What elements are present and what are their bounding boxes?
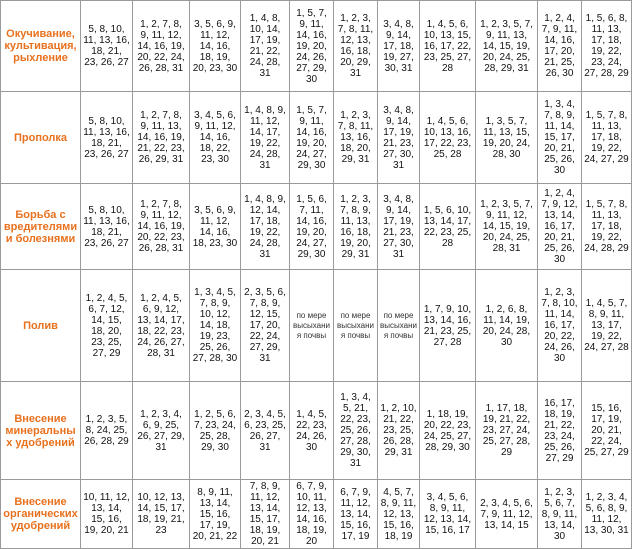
date-cell: 7, 8, 9, 11, 12, 13, 14, 15, 17, 18, 19, 20, 21 [241, 480, 290, 549]
date-cell: 2, 3, 4, 5, 6, 7, 9, 11, 12, 13, 14, 15 [476, 480, 538, 549]
date-cell: 1, 5, 7, 8, 11, 13, 17, 18, 19, 22, 24, 27, 29 [582, 92, 632, 184]
date-cell: 6, 7, 9, 11, 12, 13, 14, 15, 16, 17, 19 [334, 480, 378, 549]
date-cell: 1, 3, 4, 5, 7, 8, 9, 10, 12, 14, 18, 19, 23, 25, 26, 27, 28, 30 [190, 270, 241, 382]
date-cell: 1, 4, 8, 9, 12, 14, 17, 18, 19, 22, 24, 28, 31 [241, 184, 290, 270]
date-cell: 10, 12, 13, 14, 15, 17, 18, 19, 21, 23 [133, 480, 190, 549]
date-cell: 1, 3, 4, 5, 21, 22, 23, 25, 26, 27, 28, 29, 30, 31 [334, 382, 378, 480]
date-cell: 1, 4, 8, 10, 14, 17, 19, 21, 22, 24, 28, 31 [241, 1, 290, 92]
table-row [1, 92, 632, 184]
date-cell: 1, 2, 4, 5, 6, 9, 12, 13, 14, 17, 18, 22, 23, 24, 26, 27, 28, 31 [133, 270, 190, 382]
date-cell: 1, 2, 4, 7, 9, 12, 13, 14, 16, 17, 20, 21, 25, 26, 30 [538, 184, 582, 270]
date-cell: 5, 8, 10, 11, 13, 16, 18, 21, 23, 26, 27 [81, 184, 133, 270]
date-cell: 1, 5, 7, 9, 11, 14, 16, 19, 20, 24, 27, 29, 30 [290, 92, 334, 184]
date-cell: по мере высыхания почвы [290, 270, 334, 382]
date-cell: 1, 5, 6, 7, 11, 14, 16, 19, 20, 24, 27, 29, 30 [290, 184, 334, 270]
date-cell: 1, 2, 7, 8, 9, 11, 12, 14, 16, 19, 20, 22, 23, 26, 28, 31 [133, 184, 190, 270]
date-cell: 1, 2, 3, 5, 7, 9, 11, 12, 14, 15, 19, 20, 24, 25, 28, 31 [476, 184, 538, 270]
date-cell: 6, 7, 9, 10, 11, 12, 13, 14, 16, 18, 19, 20 [290, 480, 334, 549]
date-cell: 1, 5, 7, 9, 11, 14, 16, 19, 20, 24, 26, 27, 29, 30 [290, 1, 334, 92]
date-cell: 1, 2, 3, 7, 8, 9, 11, 13, 16, 18, 19, 20, 29, 31 [334, 184, 378, 270]
date-cell: 1, 18, 19, 20, 22, 23, 24, 25, 27, 28, 29, 30 [420, 382, 476, 480]
row-label: Прополка [1, 92, 81, 184]
date-cell: 10, 11, 12, 13, 14, 15, 16, 19, 20, 21 [81, 480, 133, 549]
date-cell: 1, 2, 3, 7, 8, 10, 11, 14, 16, 17, 20, 22, 24, 26, 30 [538, 270, 582, 382]
date-cell: 1, 2, 3, 5, 8, 24, 25, 26, 28, 29 [81, 382, 133, 480]
date-cell: 1, 4, 5, 6, 10, 13, 15, 16, 17, 22, 23, 25, 27, 28 [420, 1, 476, 92]
date-cell: 1, 2, 7, 8, 9, 11, 13, 14, 16, 19, 21, 22, 23, 26, 29, 31 [133, 92, 190, 184]
date-cell: 1, 2, 3, 5, 6, 7, 8, 9, 11, 13, 14, 30 [538, 480, 582, 549]
table-row [1, 480, 632, 549]
date-cell: 3, 4, 8, 9, 14, 17, 19, 21, 23, 27, 30, 31 [378, 92, 420, 184]
date-cell: 1, 2, 4, 5, 6, 7, 12, 14, 15, 18, 20, 23, 25, 27, 29 [81, 270, 133, 382]
date-cell: 5, 8, 10, 11, 13, 16, 18, 21, 23, 26, 27 [81, 92, 133, 184]
date-cell: 1, 2, 7, 8, 9, 11, 12, 14, 16, 19, 20, 22, 24, 26, 28, 31 [133, 1, 190, 92]
date-cell: 8, 9, 11, 13, 14, 15, 16, 17, 19, 20, 21, 22 [190, 480, 241, 549]
date-cell: 1, 4, 5, 7, 8, 9, 11, 13, 17, 19, 22, 24, 27, 28 [582, 270, 632, 382]
date-cell: 1, 2, 10, 21, 22, 23, 25, 26, 28, 29, 31 [378, 382, 420, 480]
date-cell: 1, 2, 6, 8, 11, 14, 19, 20, 24, 28, 30 [476, 270, 538, 382]
date-cell: 1, 5, 6, 10, 13, 14, 17, 22, 23, 25, 28 [420, 184, 476, 270]
table-row [1, 1, 632, 92]
date-cell: 1, 2, 3, 4, 5, 6, 8, 9, 11, 12, 13, 30, 31 [582, 480, 632, 549]
date-cell: 1, 2, 3, 4, 6, 9, 25, 26, 27, 29, 31 [133, 382, 190, 480]
date-cell: 3, 4, 5, 6, 9, 11, 12, 14, 16, 18, 22, 23, 30 [190, 92, 241, 184]
table-row [1, 270, 632, 382]
row-label: Внесение минеральных удобрений [1, 382, 81, 480]
date-cell: 1, 5, 7, 8, 11, 13, 17, 18, 19, 22, 24, 28, 29 [582, 184, 632, 270]
date-cell: 2, 3, 5, 6, 7, 8, 9, 12, 15, 17, 20, 22, 24, 27, 29, 31 [241, 270, 290, 382]
date-cell: 1, 2, 3, 7, 8, 11, 12, 13, 16, 18, 20, 29, 31 [334, 1, 378, 92]
date-cell: 1, 2, 3, 7, 8, 11, 13, 16, 18, 20, 29, 31 [334, 92, 378, 184]
date-cell: 3, 4, 5, 6, 8, 9, 11, 12, 13, 14, 15, 16, 17 [420, 480, 476, 549]
date-cell: 15, 16, 17, 19, 20, 21, 22, 24, 25, 27, 29 [582, 382, 632, 480]
row-label: Полив [1, 270, 81, 382]
date-cell: 1, 17, 18, 19, 21, 22, 23, 27, 24, 25, 27, 28, 29 [476, 382, 538, 480]
date-cell: 1, 2, 3, 5, 7, 9, 11, 13, 14, 15, 19, 20, 24, 25, 28, 29, 31 [476, 1, 538, 92]
date-cell: 1, 2, 5, 6, 7, 23, 24, 25, 28, 29, 30 [190, 382, 241, 480]
row-label: Борьба с вредителями и болезнями [1, 184, 81, 270]
row-label: Окучивание, культивация, рыхление [1, 1, 81, 92]
date-cell: 5, 8, 10, 11, 13, 16, 18, 21, 23, 26, 27 [81, 1, 133, 92]
date-cell: 16, 17, 18, 19, 21, 22, 23, 24, 25, 26, 27, 29 [538, 382, 582, 480]
date-cell: 3, 5, 6, 9, 11, 12, 14, 16, 18, 23, 30 [190, 184, 241, 270]
date-cell: 2, 3, 4, 5, 6, 23, 25, 26, 27, 31 [241, 382, 290, 480]
date-cell: 1, 4, 5, 22, 23, 24, 26, 30 [290, 382, 334, 480]
date-cell: 1, 2, 4, 7, 9, 11, 14, 16, 17, 20, 21, 25, 26, 30 [538, 1, 582, 92]
row-label: Внесение органических удобрений [1, 480, 81, 549]
date-cell: 1, 7, 9, 10, 13, 14, 16, 21, 23, 25, 27, 28 [420, 270, 476, 382]
date-cell: 1, 3, 4, 7, 8, 9, 11, 14, 15, 17, 20, 21, 25, 26, 30 [538, 92, 582, 184]
date-cell: по мере высыхания почвы [378, 270, 420, 382]
table-row [1, 184, 632, 270]
date-cell: 1, 4, 5, 6, 10, 13, 16, 17, 22, 23, 25, 28 [420, 92, 476, 184]
date-cell: 1, 4, 8, 9, 11, 12, 14, 17, 19, 22, 24, 28, 31 [241, 92, 290, 184]
table-row [1, 382, 632, 480]
date-cell: 1, 5, 6, 8, 11, 13, 17, 18, 19, 22, 23, 24, 27, 28, 29 [582, 1, 632, 92]
date-cell: по мере высыхания почвы [334, 270, 378, 382]
date-cell: 3, 4, 8, 9, 14, 17, 18, 19, 27, 30, 31 [378, 1, 420, 92]
date-cell: 4, 5, 7, 8, 9, 11, 12, 13, 15, 16, 18, 19 [378, 480, 420, 549]
date-cell: 3, 5, 6, 9, 11, 12, 14, 16, 18, 19, 20, 23, 30 [190, 1, 241, 92]
date-cell: 3, 4, 8, 9, 14, 17, 19, 21, 23, 27, 30, 31 [378, 184, 420, 270]
date-cell: 1, 3, 5, 7, 11, 13, 15, 19, 20, 24, 28, 30 [476, 92, 538, 184]
